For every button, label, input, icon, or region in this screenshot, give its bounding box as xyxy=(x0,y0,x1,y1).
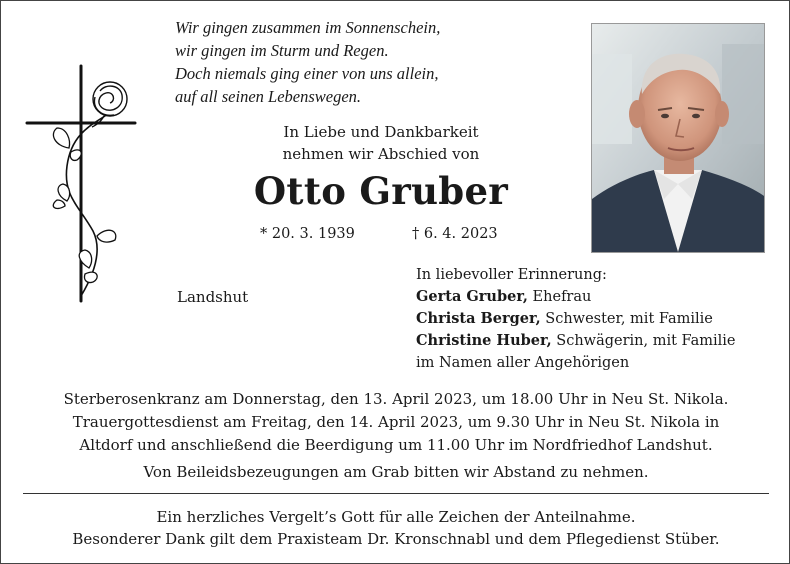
cross-with-rose-icon xyxy=(19,56,144,306)
mourner-relation: Ehefrau xyxy=(527,289,592,305)
divider xyxy=(23,493,769,494)
death-date: † 6. 4. 2023 xyxy=(412,226,498,242)
birth-date: * 20. 3. 1939 xyxy=(260,226,355,242)
mourner-relation: Schwägerin, mit Familie xyxy=(551,333,736,349)
mourner-name: Christine Huber, xyxy=(416,332,552,349)
thanks-text xyxy=(21,506,771,550)
mourners-list xyxy=(416,264,786,374)
mourner-name: Gerta Gruber, xyxy=(416,288,528,305)
portrait-photo xyxy=(591,23,765,253)
deceased-name: Otto Gruber xyxy=(253,169,509,213)
intro-line: nehmen wir Abschied von xyxy=(282,145,480,163)
thanks-line: Besonderer Dank gilt dem Praxisteam Dr. Kronschnabl und dem Pflegedienst Stüber. xyxy=(72,530,720,548)
intro-line: In Liebe und Dankbarkeit xyxy=(283,123,479,141)
city: Landshut xyxy=(177,288,249,306)
mourner-row xyxy=(416,286,786,308)
condolence-note: Von Beileidsbezeugungen am Grab bitten wir Abstand zu nehmen. xyxy=(143,463,649,481)
service-line: Sterberosenkranz am Donnerstag, den 13. April 2023, um 18.00 Uhr in Neu St. Nikola. xyxy=(63,390,729,408)
mourner-row xyxy=(416,308,786,330)
mourner-relation: Schwester, mit Familie xyxy=(540,311,713,327)
poem-line: Doch niemals ging einer von uns allein, xyxy=(175,64,439,83)
mourner-name: Christa Berger, xyxy=(416,310,541,327)
thanks-line: Ein herzliches Vergelt’s Gott für alle Zeichen der Anteilnahme. xyxy=(156,508,636,526)
poem xyxy=(175,16,535,108)
service-details xyxy=(21,388,771,484)
poem-line: wir gingen im Sturm und Regen. xyxy=(175,41,389,60)
service-line: Trauergottesdienst am Freitag, den 14. April 2023, um 9.30 Uhr in Neu St. Nikola in xyxy=(72,413,720,431)
poem-line: Wir gingen zusammen im Sonnenschein, xyxy=(175,18,441,37)
poem-line: auf all seinen Lebenswegen. xyxy=(175,87,362,106)
service-line: Altdorf und anschließend die Beerdigung um 11.00 Uhr im Nordfriedhof Landshut. xyxy=(79,436,713,454)
mourner-row xyxy=(416,330,786,352)
all-relatives-line: im Namen aller Angehörigen xyxy=(416,355,630,371)
memory-heading: In liebevoller Erinnerung: xyxy=(416,267,607,283)
intro-text xyxy=(231,121,531,165)
